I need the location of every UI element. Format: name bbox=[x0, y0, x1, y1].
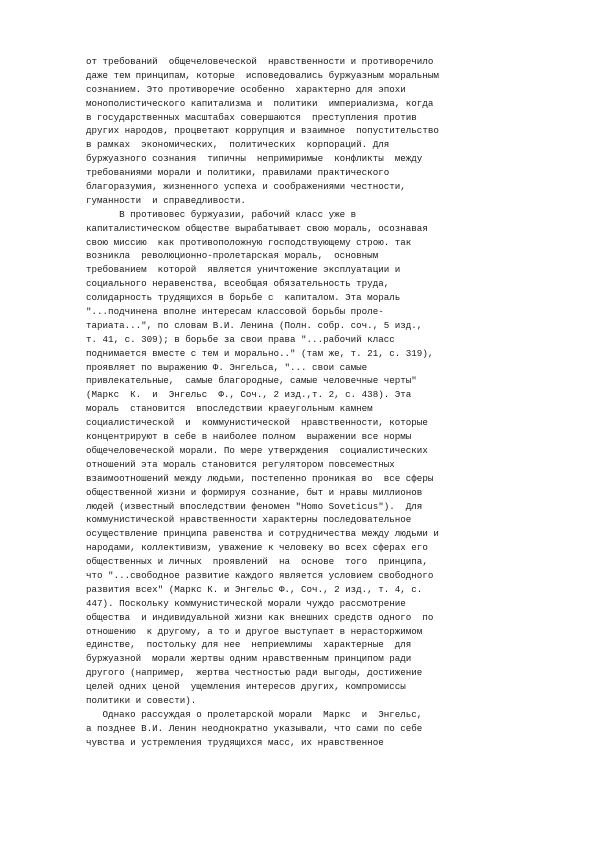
text-line: от требований общечеловеческой нравственности и противоречило bbox=[86, 56, 434, 67]
text-line: буржуазной морали жертвы одним нравственным принципом ради bbox=[86, 653, 412, 665]
text-line: В противовес буржуазии, рабочий класс уже в bbox=[86, 208, 357, 220]
text-line: других народов, процветают коррупция и взаимное попустительство bbox=[86, 125, 439, 137]
text-line: тариата...", по словам В.И. Ленина (Полн. собр. соч., 5 изд., bbox=[86, 319, 423, 331]
text-line: общечеловеческой морали. По мере утверждения социалистических bbox=[86, 444, 428, 456]
text-line: (Маркс К. и Энгельс Ф., Соч., 2 изд.,т. 2, с. 438). Эта bbox=[86, 389, 412, 401]
text-line: Однако рассуждая о пролетарской морали Маркс и Энгельс, bbox=[86, 708, 423, 720]
text-line: 447). Поскольку коммунистической морали чуждо рассмотрение bbox=[86, 597, 406, 609]
text-line: общественной жизни и формируя сознание, быт и нравы миллионов bbox=[86, 486, 423, 498]
text-line: отношению к другому, а то и другое выступает в нерасторжимом bbox=[86, 625, 423, 637]
text-line: концентрируют в себе в наиболее полном выражении все нормы bbox=[86, 431, 412, 443]
text-line: проявляет по выражению Ф. Энгельса, "... свои самые bbox=[86, 361, 368, 373]
text-line: в государственных масштабах совершаются преступления против bbox=[86, 111, 417, 123]
text-line: требованиями морали и политики, правилами практического bbox=[86, 167, 390, 179]
text-line: монополистического капитализма и политики империализма, когда bbox=[86, 97, 434, 109]
text-line: единстве, постольку для нее неприемлимы характерные для bbox=[86, 639, 412, 651]
text-line: взаимоотношений между людьми, постепенно проникая во все сферы bbox=[86, 472, 434, 484]
text-line: капиталистическом обществе вырабатывает свою мораль, осознавая bbox=[86, 222, 428, 234]
text-line: а позднее В.И. Ленин неоднократно указывали, что сами по себе bbox=[86, 722, 423, 734]
text-line: целей одних ценой ущемления интересов других, компромиссы bbox=[86, 681, 406, 693]
text-line: народами, коллективизм, уважение к человеку во всех сферах его bbox=[86, 542, 428, 554]
text-line: "...подчинена вполне интересам классовой борьбы проле- bbox=[86, 306, 384, 318]
text-line: людей (известный впоследствии феномен "Homo Soveticus"). Для bbox=[86, 500, 423, 512]
text-line: коммунистической нравственности характерны последовательное bbox=[86, 514, 412, 526]
text-line: развития всех" (Маркс К. и Энгельс Ф., Соч., 2 изд., т. 4, с. bbox=[86, 583, 423, 595]
text-line: что "...свободное развитие каждого является условием свободного bbox=[86, 569, 434, 581]
text-line: общества и индивидуальной жизни как внешних средств одного по bbox=[86, 611, 434, 623]
text-line: социального неравенства, всеобщая обязательность труда, bbox=[86, 278, 390, 290]
text-line: привлекательные, самые благородные, самые человечные черты" bbox=[86, 375, 417, 387]
text-line: гуманности и справедливости. bbox=[86, 194, 246, 206]
text-line: благоразумия, жизненного успеха и соображениями честности, bbox=[86, 181, 406, 193]
text-line: в рамках экономических, политических корпораций. Для bbox=[86, 139, 390, 151]
text-line: другого (например, жертва честностью ради выгоды, достижение bbox=[86, 667, 423, 679]
text-line: отношений эта мораль становится регулятором повсеместных bbox=[86, 458, 395, 470]
text-line: требованием которой является уничтожение эксплуатации и bbox=[86, 264, 401, 276]
text-line: возникла революционно-пролетарская мораль, основным bbox=[86, 250, 379, 262]
text-line: политики и совести). bbox=[86, 694, 197, 706]
text-line: т. 41, с. 309); в борьбе за свои права "...рабочий класс bbox=[86, 333, 395, 345]
text-line: общественных и личных проявлений на основе того принципа, bbox=[86, 556, 428, 568]
text-line: поднимается вместе с тем и морально.." (там же, т. 21, с. 319), bbox=[86, 347, 434, 359]
text-line: сознанием. Это противоречие особенно характерно для эпохи bbox=[86, 83, 406, 95]
text-line: буржуазного сознания типичны непримиримые конфликты между bbox=[86, 153, 423, 165]
text-line: чувства и устремления трудящихся масс, их нравственное bbox=[86, 736, 384, 748]
document-page bbox=[86, 55, 556, 750]
text-line: мораль становится впоследствии краеугольным камнем bbox=[86, 403, 373, 415]
text-line: солидарность трудящихся в борьбе с капиталом. Эта мораль bbox=[86, 292, 401, 304]
text-line: осуществление принципа равенства и сотрудничества между людьми и bbox=[86, 528, 439, 540]
text-line: даже тем принципам, которые исповедовались буржуазным моральным bbox=[86, 69, 439, 81]
text-line: социалистической и коммунистической нравственности, которые bbox=[86, 417, 428, 429]
text-line: свою миссию как противоположную господствующему строю. так bbox=[86, 236, 412, 248]
